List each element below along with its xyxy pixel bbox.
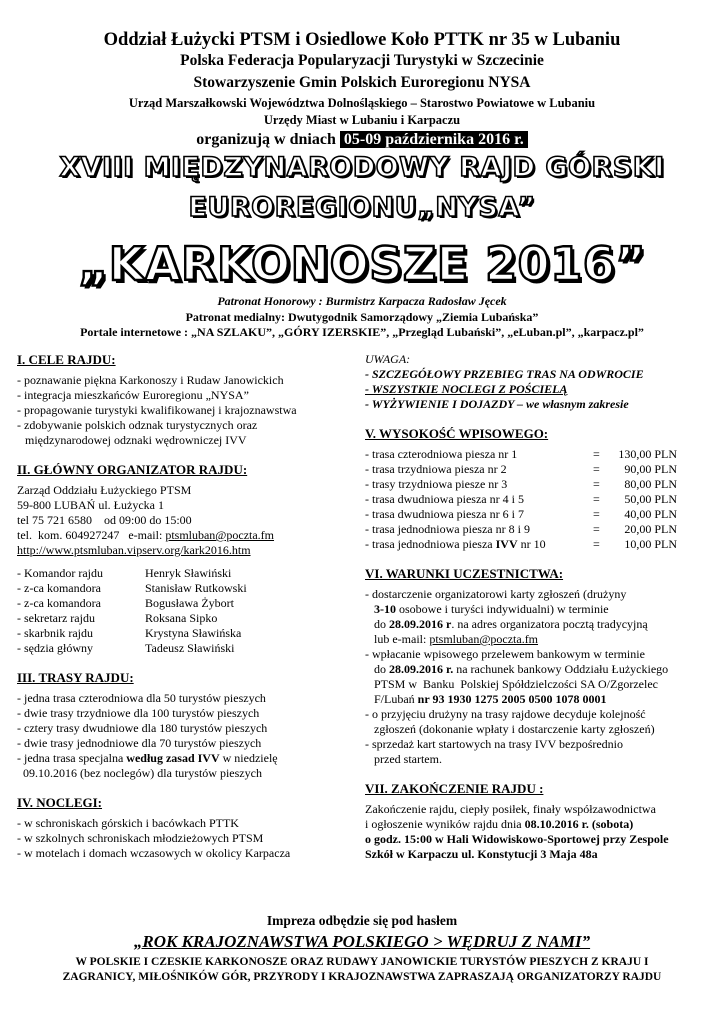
rally-title-line-2: EUROREGIONU„NYSA”	[188, 192, 536, 223]
fee-label-ivv: IVV	[495, 537, 518, 551]
fee-row	[365, 492, 705, 507]
organizer-line-2: Polska Federacja Popularyzacji Turystyki w Szczecinie	[180, 52, 544, 69]
condition-text: osobowe i turyści indywidualni) w terminie	[396, 602, 609, 616]
lodging-item: - w motelach i domach wczasowych w okolicy Karpacza	[17, 846, 291, 860]
staff-role: - z-ca komandora	[17, 581, 101, 595]
media-patronage: Patronat medialny: Dwutygodnik Samorządowy „Ziemia Lubańska”	[185, 310, 539, 324]
notice-line: - SZCZEGÓŁOWY PRZEBIEG TRAS NA ODWROCIE	[365, 367, 644, 381]
event-dates: 05-09 października 2016 r.	[340, 131, 528, 148]
condition-text: . na adres organizatora pocztą tradycyjną	[451, 617, 648, 631]
fee-equals: =	[593, 537, 600, 551]
route-item: - dwie trasy jednodniowe dla 70 turystów pieszych	[17, 736, 262, 750]
fee-row	[365, 462, 705, 477]
fee-equals: =	[593, 507, 600, 521]
staff-name: Bogusława Żybort	[145, 596, 234, 610]
fee-value: 10,00 PLN	[624, 537, 677, 551]
staff-name: Henryk Sławiński	[145, 566, 232, 580]
condition-text: na rachunek bankowy Oddziału Łużyckiego	[453, 662, 669, 676]
contact-prefix: tel. kom. 604927247 e-mail:	[17, 528, 166, 542]
internet-portals: Portale internetowe : „NA SZLAKU”, „GÓRY IZERSKIE”, „Przegląd Lubański”, „eLuban.pl”, „karpacz.pl”	[80, 325, 644, 339]
website-link[interactable]: http://www.ptsmluban.vipserv.org/kark2016.htm	[17, 543, 251, 557]
staff-list	[17, 566, 352, 656]
fees-heading: V. WYSOKOŚĆ WPISOWEGO:	[365, 426, 549, 441]
footer-slogan: „ROK KRAJOZNAWSTWA POLSKIEGO > WĘDRUJ Z NAMI”	[133, 932, 591, 951]
email-link[interactable]: ptsmluban@poczta.fm	[429, 632, 539, 646]
fee-equals: =	[593, 522, 600, 536]
staff-name: Krystyna Sławińska	[145, 626, 242, 640]
staff-role: - skarbnik rajdu	[17, 626, 93, 640]
special-text: - jedna trasa specjalna	[17, 751, 127, 765]
staff-role: - sędzia główny	[17, 641, 93, 655]
staff-role: - Komandor rajdu	[17, 566, 103, 580]
staff-name: Stanisław Rutkowski	[145, 581, 247, 595]
route-item: - cztery trasy dwudniowe dla 180 turystów pieszych	[17, 721, 268, 735]
goal-item: - poznawanie piękna Karkonoszy i Rudaw Janowickich	[17, 373, 284, 387]
fee-label	[365, 537, 593, 552]
organizer-contact-line	[17, 528, 352, 543]
fee-label: - trasy trzydniowa piesze nr 3	[365, 477, 508, 491]
organizer-phone-line: tel 75 721 6580 od 09:00 do 15:00	[17, 513, 192, 527]
condition-line: przed startem.	[365, 752, 442, 766]
condition-line	[365, 662, 705, 677]
fee-label: - trasa jednodniowa piesza nr 8 i 9	[365, 522, 530, 536]
fee-value: 20,00 PLN	[624, 522, 677, 536]
right-column	[365, 352, 705, 862]
notice-line: - WSZYSTKIE NOCLEGI Z POŚCIELĄ	[365, 382, 568, 396]
condition-line: - wpłacanie wpisowego przelewem bankowym w terminie	[365, 647, 645, 661]
notice-label: UWAGA:	[365, 352, 411, 366]
fee-label: - trasa trzydniowa piesza nr 2	[365, 462, 507, 476]
organizer-address-line: Zarząd Oddziału Łużyckiego PTSM	[17, 483, 192, 497]
fee-label-text: - trasa jednodniowa piesza	[365, 537, 496, 551]
condition-text: do	[365, 617, 389, 631]
footer-intro: Impreza odbędzie się pod hasłem	[266, 913, 458, 928]
organizer-heading: II. GŁÓWNY ORGANIZATOR RAJDU:	[17, 462, 248, 477]
condition-line	[365, 617, 705, 632]
organize-prefix: organizują w dniach	[196, 131, 336, 148]
staff-row	[17, 566, 352, 581]
condition-bold: 3-10	[374, 602, 396, 616]
organizer-address-line: 59-800 LUBAŃ ul. Łużycka 1	[17, 498, 164, 512]
organize-dates-line	[0, 131, 724, 149]
ending-line: Szkół w Karpaczu ul. Konstytucji 3 Maja 48a	[365, 847, 598, 861]
route-item-special	[17, 751, 352, 766]
fee-label-text: nr 10	[517, 537, 546, 551]
route-item: - jedna trasa czterodniowa dla 50 turystów pieszych	[17, 691, 266, 705]
condition-line	[365, 632, 705, 647]
route-item-special-cont: 09.10.2016 (bez noclegów) dla turystów pieszych	[17, 766, 262, 780]
organizer-line-1: Oddział Łużycki PTSM i Osiedlowe Koło PTTK nr 35 w Lubaniu	[103, 30, 621, 50]
lodging-item: - w schroniskach górskich i bacówkach PTTK	[17, 816, 239, 830]
organizer-line-4: Urząd Marszałkowski Województwa Dolnośląskiego – Starostwo Powiatowe w Lubaniu	[128, 96, 596, 110]
fee-row	[365, 477, 705, 492]
condition-bold: 28.09.2016 r	[389, 617, 452, 631]
fee-label: - trasa dwudniowa piesza nr 6 i 7	[365, 507, 524, 521]
condition-line: - sprzedaż kart startowych na trasy IVV bezpośrednio	[365, 737, 624, 751]
condition-text: F/Lubań	[365, 692, 418, 706]
organizer-line-3: Stowarzyszenie Gmin Polskich Euroregionu NYSA	[193, 74, 531, 91]
goal-item: - propagowanie turystyki kwalifikowanej i krajoznawstwa	[17, 403, 297, 417]
fee-value: 50,00 PLN	[624, 492, 677, 506]
ending-line	[365, 817, 705, 832]
routes-heading: III. TRASY RAJDU:	[17, 670, 134, 685]
conditions-heading: VI. WARUNKI UCZESTNICTWA:	[365, 566, 564, 581]
condition-line	[365, 602, 705, 617]
ending-heading: VII. ZAKOŃCZENIE RAJDU :	[365, 781, 544, 796]
goals-heading: I. CELE RAJDU:	[17, 352, 116, 367]
bank-account-number: nr 93 1930 1275 2005 0500 1078 0001	[417, 692, 607, 706]
staff-row	[17, 611, 352, 626]
fee-row	[365, 507, 705, 522]
footer-invitation-line-2: ZAGRANICY, MIŁOŚNIKÓW GÓR, PRZYRODY I KRAJOZNAWSTWA ZAPRASZAJĄ ORGANIZATORZY RAJDU	[62, 971, 662, 983]
condition-line: - dostarczenie organizatorowi karty zgłoszeń (drużyny	[365, 587, 627, 601]
staff-role: - z-ca komandora	[17, 596, 101, 610]
fee-equals: =	[593, 492, 600, 506]
organizer-line-5: Urzędy Miast w Lubaniu i Karpaczu	[263, 113, 461, 127]
fee-row	[365, 447, 705, 462]
special-text-bold: według zasad IVV	[126, 751, 220, 765]
footer-invitation-line-1: W POLSKIE I CZESKIE KARKONOSZE ORAZ RUDAWY JANOWICKIE TURYSTÓW PIESZYCH Z KRAJU I	[75, 956, 649, 968]
fee-equals: =	[593, 447, 600, 461]
fee-value: 40,00 PLN	[624, 507, 677, 521]
condition-line: zgłoszeń (dokonanie wpłaty i dostarczenie karty zgłoszeń)	[365, 722, 655, 736]
goal-item: - zdobywanie polskich odznak turystycznych oraz	[17, 418, 258, 432]
lodging-heading: IV. NOCLEGI:	[17, 795, 103, 810]
staff-row	[17, 596, 352, 611]
condition-line: PTSM w Banku Polskiej Spółdzielczości SA O/Zgorzelec	[365, 677, 658, 691]
fee-label: - trasa czterodniowa piesza nr 1	[365, 447, 518, 461]
fee-value: 130,00 PLN	[618, 447, 677, 461]
staff-name: Tadeusz Sławiński	[145, 641, 235, 655]
route-item: - dwie trasy trzydniowe dla 100 turystów pieszych	[17, 706, 260, 720]
staff-row	[17, 581, 352, 596]
condition-line: - o przyjęciu drużyny na trasy rajdowe decyduje kolejność	[365, 707, 646, 721]
ending-date: 08.10.2016 r. (sobota)	[524, 817, 634, 831]
ending-line: o godz. 15:00 w Hali Widowiskowo-Sportowej przy Zespole	[365, 832, 669, 846]
email-link[interactable]: ptsmluban@poczta.fm	[165, 528, 275, 542]
fee-equals: =	[593, 462, 600, 476]
notice-line: - WYŻYWIENIE I DOJAZDY – we własnym zakresie	[365, 397, 629, 411]
fee-row	[365, 522, 705, 537]
staff-role: - sekretarz rajdu	[17, 611, 95, 625]
goal-item: - integracja mieszkańców Euroregionu „NYSA”	[17, 388, 249, 402]
ending-line: Zakończenie rajdu, ciepły posiłek, finały współzawodnictwa	[365, 802, 656, 816]
staff-name: Roksana Sipko	[145, 611, 218, 625]
staff-row	[17, 626, 352, 641]
fee-label: - trasa dwudniowa piesza nr 4 i 5	[365, 492, 524, 506]
honorary-patronage: Patronat Honorowy : Burmistrz Karpacza Radosław Jęcek	[217, 294, 507, 308]
ending-text: i ogłoszenie wyników rajdu dnia	[365, 817, 525, 831]
rally-title-line-1: XVIII MIĘDZYNARODOWY RAJD GÓRSKI	[59, 152, 665, 183]
left-column	[17, 352, 352, 861]
fee-row-ivv	[365, 537, 705, 552]
lodging-item: - w szkolnych schroniskach młodzieżowych PTSM	[17, 831, 264, 845]
goal-item: międzynarodowej odznaki wędrowniczej IVV	[25, 433, 247, 447]
rally-title-main: „KARKONOSZE 2016”	[78, 237, 646, 291]
fee-value: 90,00 PLN	[624, 462, 677, 476]
condition-bold: 28.09.2016 r.	[389, 662, 454, 676]
condition-text: lub e-mail:	[365, 632, 430, 646]
condition-text: do	[365, 662, 389, 676]
fee-value: 80,00 PLN	[624, 477, 677, 491]
special-text: w niedzielę	[219, 751, 278, 765]
staff-row	[17, 641, 352, 656]
fee-equals: =	[593, 477, 600, 491]
condition-line	[365, 692, 705, 707]
